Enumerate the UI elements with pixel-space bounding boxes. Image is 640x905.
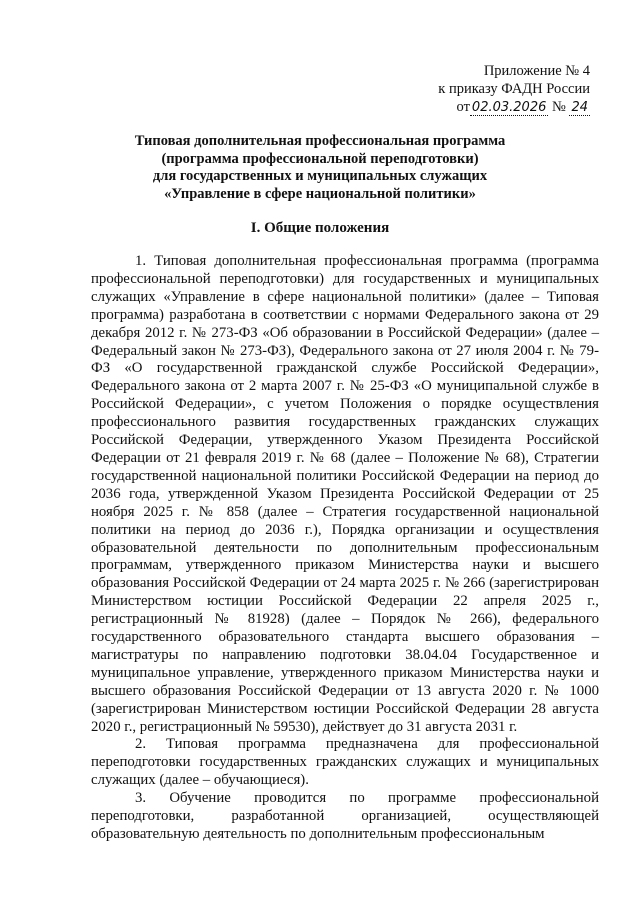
title-line-3: для государственных и муниципальных служащих bbox=[152, 168, 488, 184]
title-line-2: (программа профессиональной переподготовки) bbox=[161, 150, 479, 167]
appendix-number: Приложение № 4 bbox=[483, 63, 590, 79]
title-line-4: «Управление в сфере национальной политики» bbox=[164, 185, 476, 202]
paragraph-2: 2. Типовая программа предназначена для профессиональной переподготовки государственных гражданских служащих и муниципальных служащих (далее – обучающиеся). bbox=[91, 736, 599, 789]
handwritten-date: 02.03.2026 bbox=[471, 100, 547, 115]
section-heading: I. Общие положения bbox=[250, 220, 390, 236]
appendix-order-ref: к приказу ФАДН России bbox=[438, 81, 590, 97]
paragraph-3: 3. Обучение проводится по программе профессиональной переподготовки, разработанной организацией, осуществляющей образовательную деятельность по дополнительным профессиональным bbox=[91, 790, 599, 842]
appendix-date-line bbox=[390, 98, 590, 117]
document-title bbox=[80, 133, 560, 203]
date-prefix: от bbox=[456, 99, 470, 115]
handwritten-number: 24 bbox=[571, 100, 588, 115]
document-body bbox=[91, 253, 599, 844]
number-sign: № bbox=[551, 99, 566, 115]
paragraph-1: 1. Типовая дополнительная профессиональная программа (программа профессиональной переподготовки) для государственных и муниципальных служащих «Управление в сфере национальной политики» (далее – Типовая программа) разработана в соответствии с нормами Федерального закона от 29 декабря 2012 г. № 273-ФЗ «Об образовании в Российской Федерации» (далее – Федеральный закон № 273-ФЗ), Федерального закона от 27 июля 2004 г. № 79-ФЗ «О государственной гражданской службе Российской Федерации», Федерального закона от 2 марта 2007 г. № 25-ФЗ «О муниципальной службе в Российской Федерации», с учетом Положения о порядке осуществления профессионального развития государственных гражданских служащих Российской Федерации, утвержденного Указом Президента Российской Федерации от 21 февраля 2019 г. № 68 (далее – Положение № 68), Стратегии государственной национальной политики Российской Федерации на период до 2036 года, утвержденной Указом Президента Российской Федерации от 25 ноября 2025 г. № 858 (далее – Стратегия государственной национальной политики на период до 2036 г.), Порядка организации и осуществления образовательной деятельности по дополнительным профессиональным программам, утвержденного приказом Министерства науки и высшего образования Российской Федерации от 24 марта 2025 г. № 266 (зарегистрирован Министерством юстиции Российской Федерации 22 апреля 2025 г., регистрационный № 81928) (далее – Порядок № 266), федерального государственного образовательного стандарта высшего образования – магистратуры по направлению подготовки 38.04.04 Государственное и муниципальное управление, утвержденного приказом Министерства науки и высшего образования Российской Федерации от 13 августа 2020 г. № 1000 (зарегистрирован Министерством юстиции Российской Федерации 28 августа 2020 г., регистрационный № 59530), действует до 31 августа 2031 г. bbox=[91, 253, 599, 735]
title-line-1: Типовая дополнительная профессиональная программа bbox=[134, 133, 506, 149]
appendix-header bbox=[390, 62, 590, 117]
